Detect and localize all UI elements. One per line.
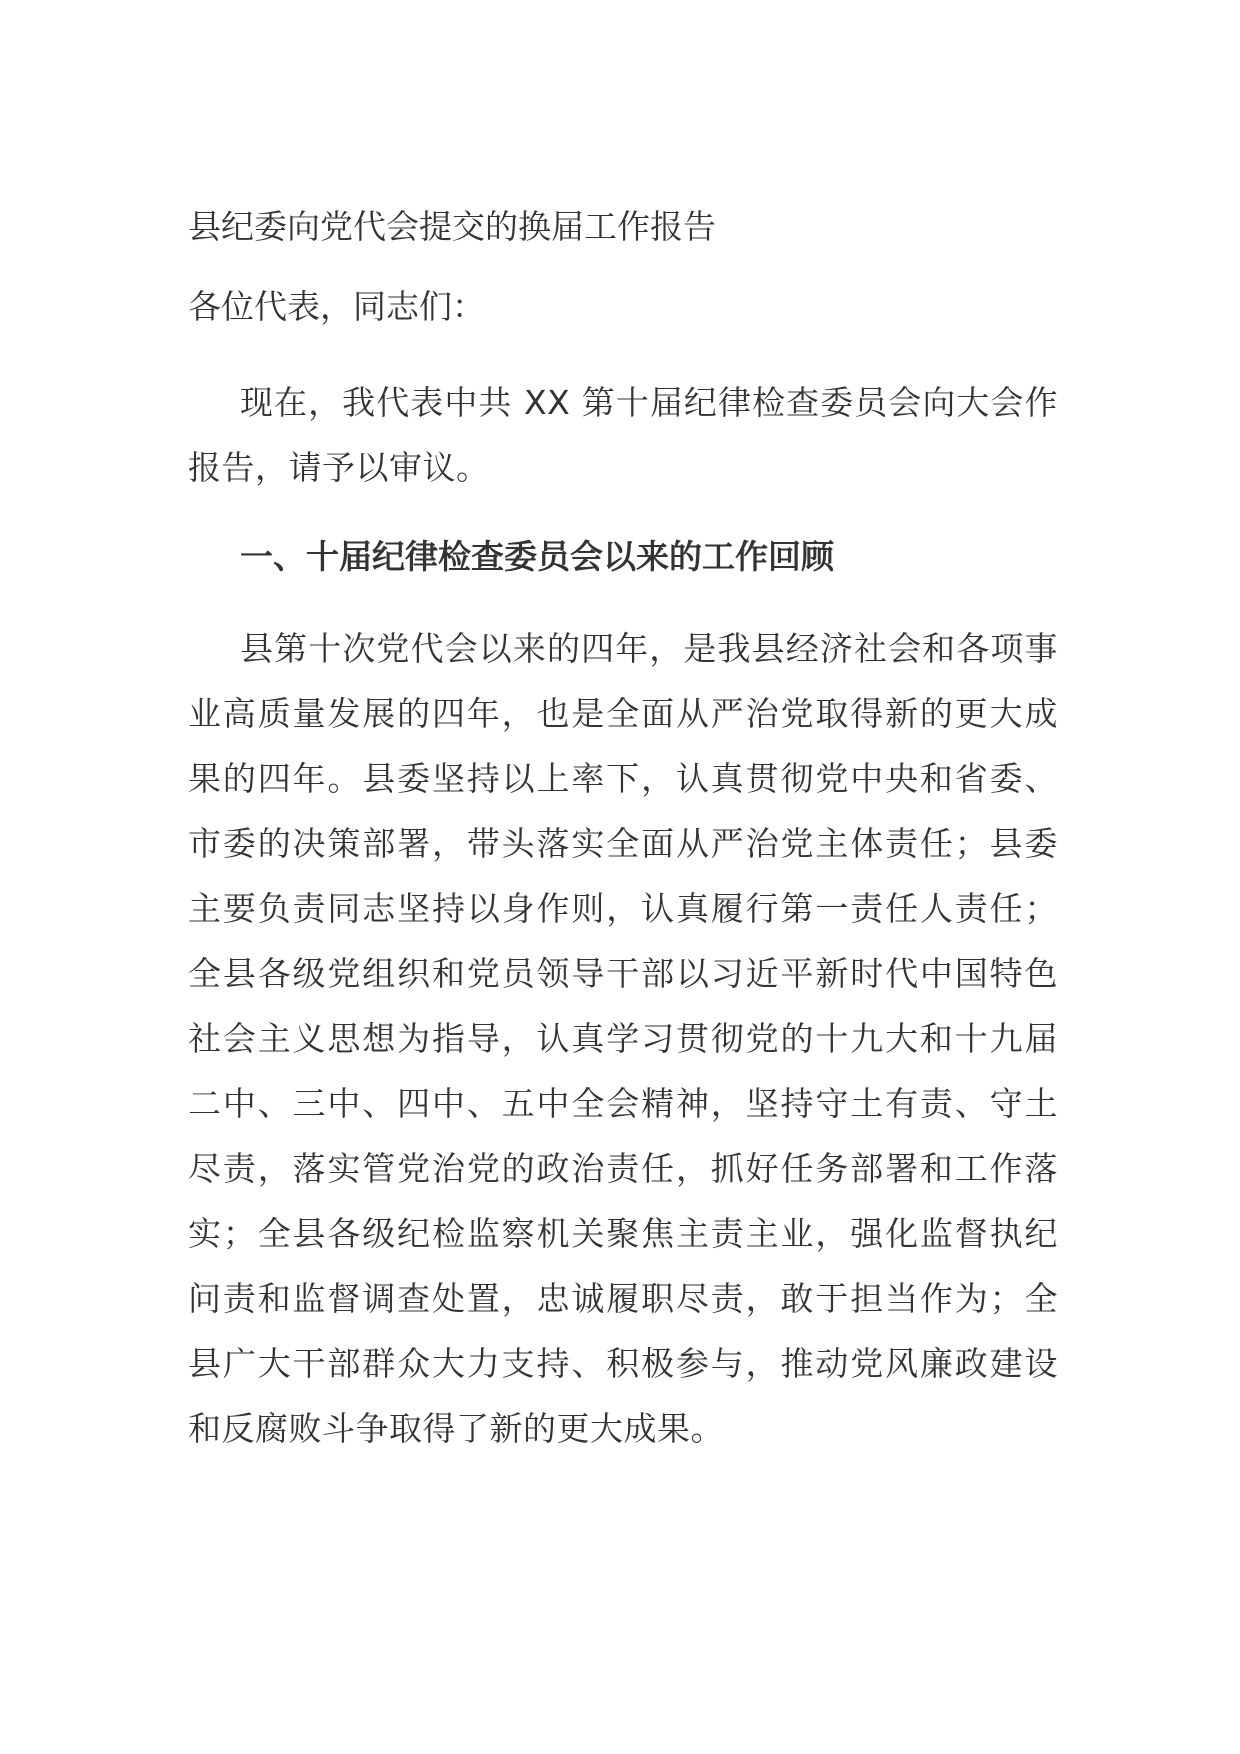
intro-paragraph: 现在，我代表中共 XX 第十届纪律检查委员会向大会作报告，请予以审议。: [188, 383, 1058, 487]
document-title: 县纪委向党代会提交的换届工作报告: [188, 207, 716, 246]
section-heading: 一、十届纪律检查委员会以来的工作回顾: [240, 537, 834, 576]
salutation: 各位代表，同志们：: [188, 287, 485, 326]
body-paragraph: 县第十次党代会以来的四年，是我县经济社会和各项事业高质量发展的四年，也是全面从严治党取得新的更大成果的四年。县委坚持以上率下，认真贯彻党中央和省委、市委的决策部署，带头落实全面从严治党主体责任；县委主要负责同志坚持以身作则，认真履行第一责任人责任；全县各级党组织和党员领导干部以习近平新时代中国特色社会主义思想为指导，认真学习贯彻党的十九大和十九届二中、三中、四中、五中全会精神，坚持守土有责、守土尽责，落实管党治党的政治责任，抓好任务部署和工作落实；全县各级纪检监察机关聚焦主责主业，强化监督执纪问责和监督调查处置，忠诚履职尽责，敢于担当作为；全县广大干部群众大力支持、积极参与，推动党风廉政建设和反腐败斗争取得了新的更大成果。: [188, 629, 1058, 1448]
